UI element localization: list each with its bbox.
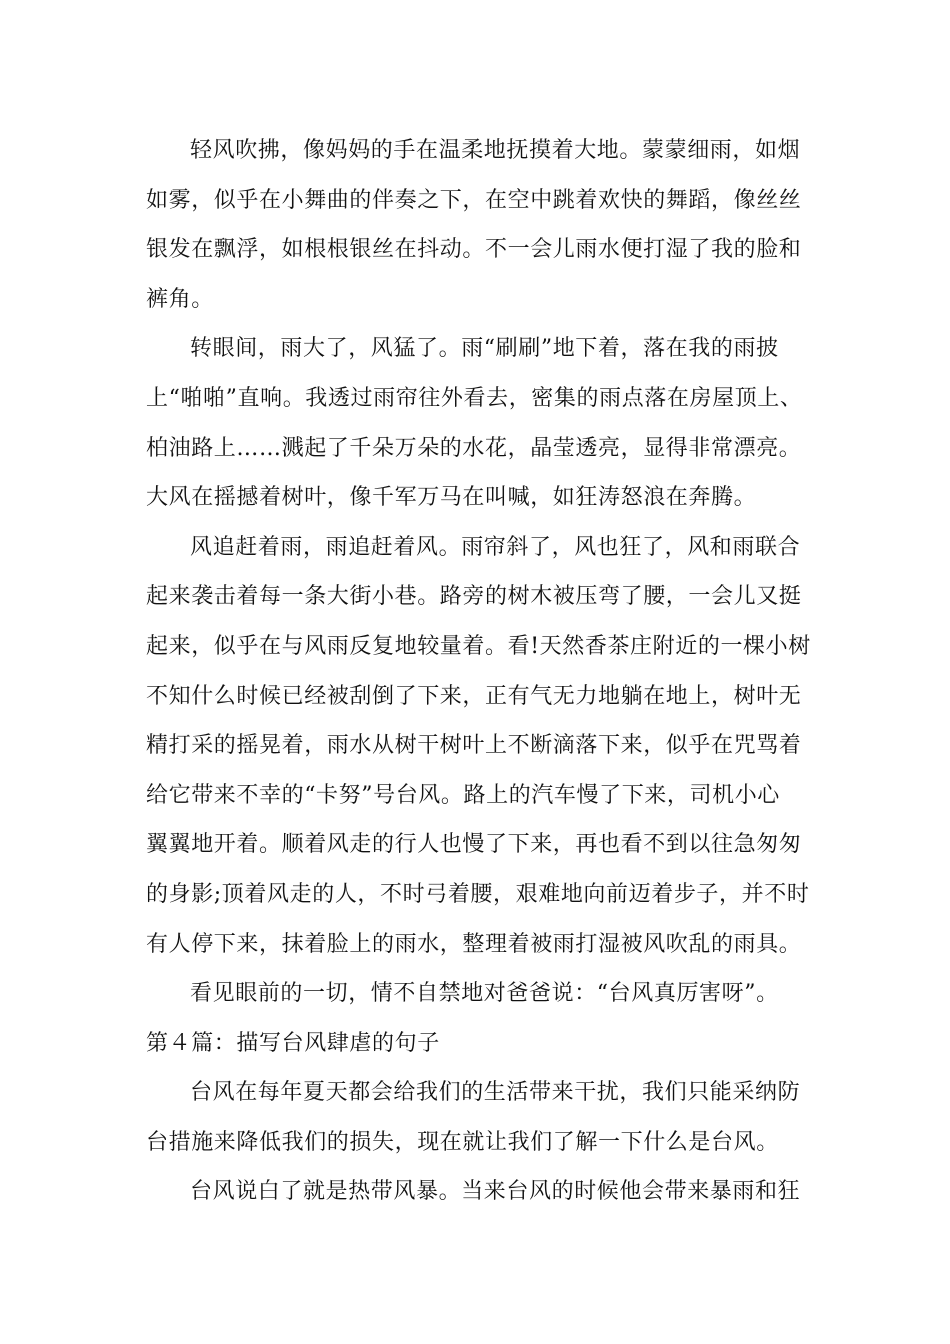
paragraph-wind-and-rain — [146, 523, 812, 969]
text-line: 精打采的摇晃着，雨水从树干树叶上不断滴落下来，似乎在咒骂着 — [146, 733, 802, 759]
section-heading: 第４篇：描写台风肆虐的句子 — [146, 1030, 440, 1056]
text-line: 轻风吹拂，像妈妈的手在温柔地抚摸着大地。蒙蒙细雨，如烟 — [190, 138, 801, 163]
text-line: 起来袭击着每一条大街小巷。路旁的树木被压弯了腰，一会儿又挺 — [146, 584, 802, 610]
text-line: 起来，似乎在与风雨反复地较量着。看!天然香茶庄附近的一棵小树 — [146, 633, 811, 659]
text-line: 的身影;顶着风走的人，不时弓着腰，艰难地向前迈着步子，并不时 — [146, 881, 810, 907]
paragraph-conclusion — [146, 969, 812, 1019]
text-line: 看见眼前的一切，情不自禁地对爸爸说：“台风真厉害呀”。 — [190, 981, 779, 1007]
text-line: 柏油路上……溅起了千朵万朵的水花，晶莹透亮，显得非常漂亮。 — [146, 435, 802, 461]
text-line: 翼翼地开着。顺着风走的行人也慢了下来，再也看不到以往急匆匆 — [146, 832, 802, 858]
text-line: 台风在每年夏天都会给我们的生活带来干扰，我们只能采纳防 — [190, 1080, 801, 1106]
text-line: 给它带来不幸的“卡努”号台风。路上的汽车慢了下来，司机小心 — [146, 782, 780, 808]
paragraph-typhoon-definition — [146, 1167, 812, 1217]
text-line: 台措施来降低我们的损失，现在就让我们了解一下什么是台风。 — [146, 1129, 779, 1155]
document-body — [146, 126, 812, 1217]
text-line: 台风说白了就是热带风暴。当来台风的时候他会带来暴雨和狂 — [190, 1179, 801, 1205]
paragraph-breeze — [146, 126, 812, 324]
text-line: 转眼间，雨大了，风猛了。雨“刷刷”地下着，落在我的雨披 — [190, 336, 779, 362]
paragraph-heavy-rain — [146, 324, 812, 522]
text-line: 上“啪啪”直响。我透过雨帘往外看去，密集的雨点落在房屋顶上、 — [146, 385, 803, 411]
text-line: 大风在摇撼着树叶，像千军万马在叫喊，如狂涛怒浪在奔腾。 — [146, 485, 757, 511]
paragraph-typhoon-intro — [146, 1068, 812, 1167]
text-line: 风追赶着雨，雨追赶着风。雨帘斜了，风也狂了，风和雨联合 — [190, 534, 801, 560]
text-line: 有人停下来，抹着脸上的雨水，整理着被雨打湿被风吹乱的雨具。 — [146, 931, 802, 957]
text-line: 裤角。 — [146, 286, 214, 312]
text-line: 银发在飘浮，如根根银丝在抖动。不一会儿雨水便打湿了我的脸和 — [146, 237, 802, 263]
text-line: 如雾，似乎在小舞曲的伴奏之下，在空中跳着欢快的舞蹈，像丝丝 — [146, 187, 802, 213]
text-line: 不知什么时候已经被刮倒了下来，正有气无力地躺在地上，树叶无 — [146, 683, 802, 709]
